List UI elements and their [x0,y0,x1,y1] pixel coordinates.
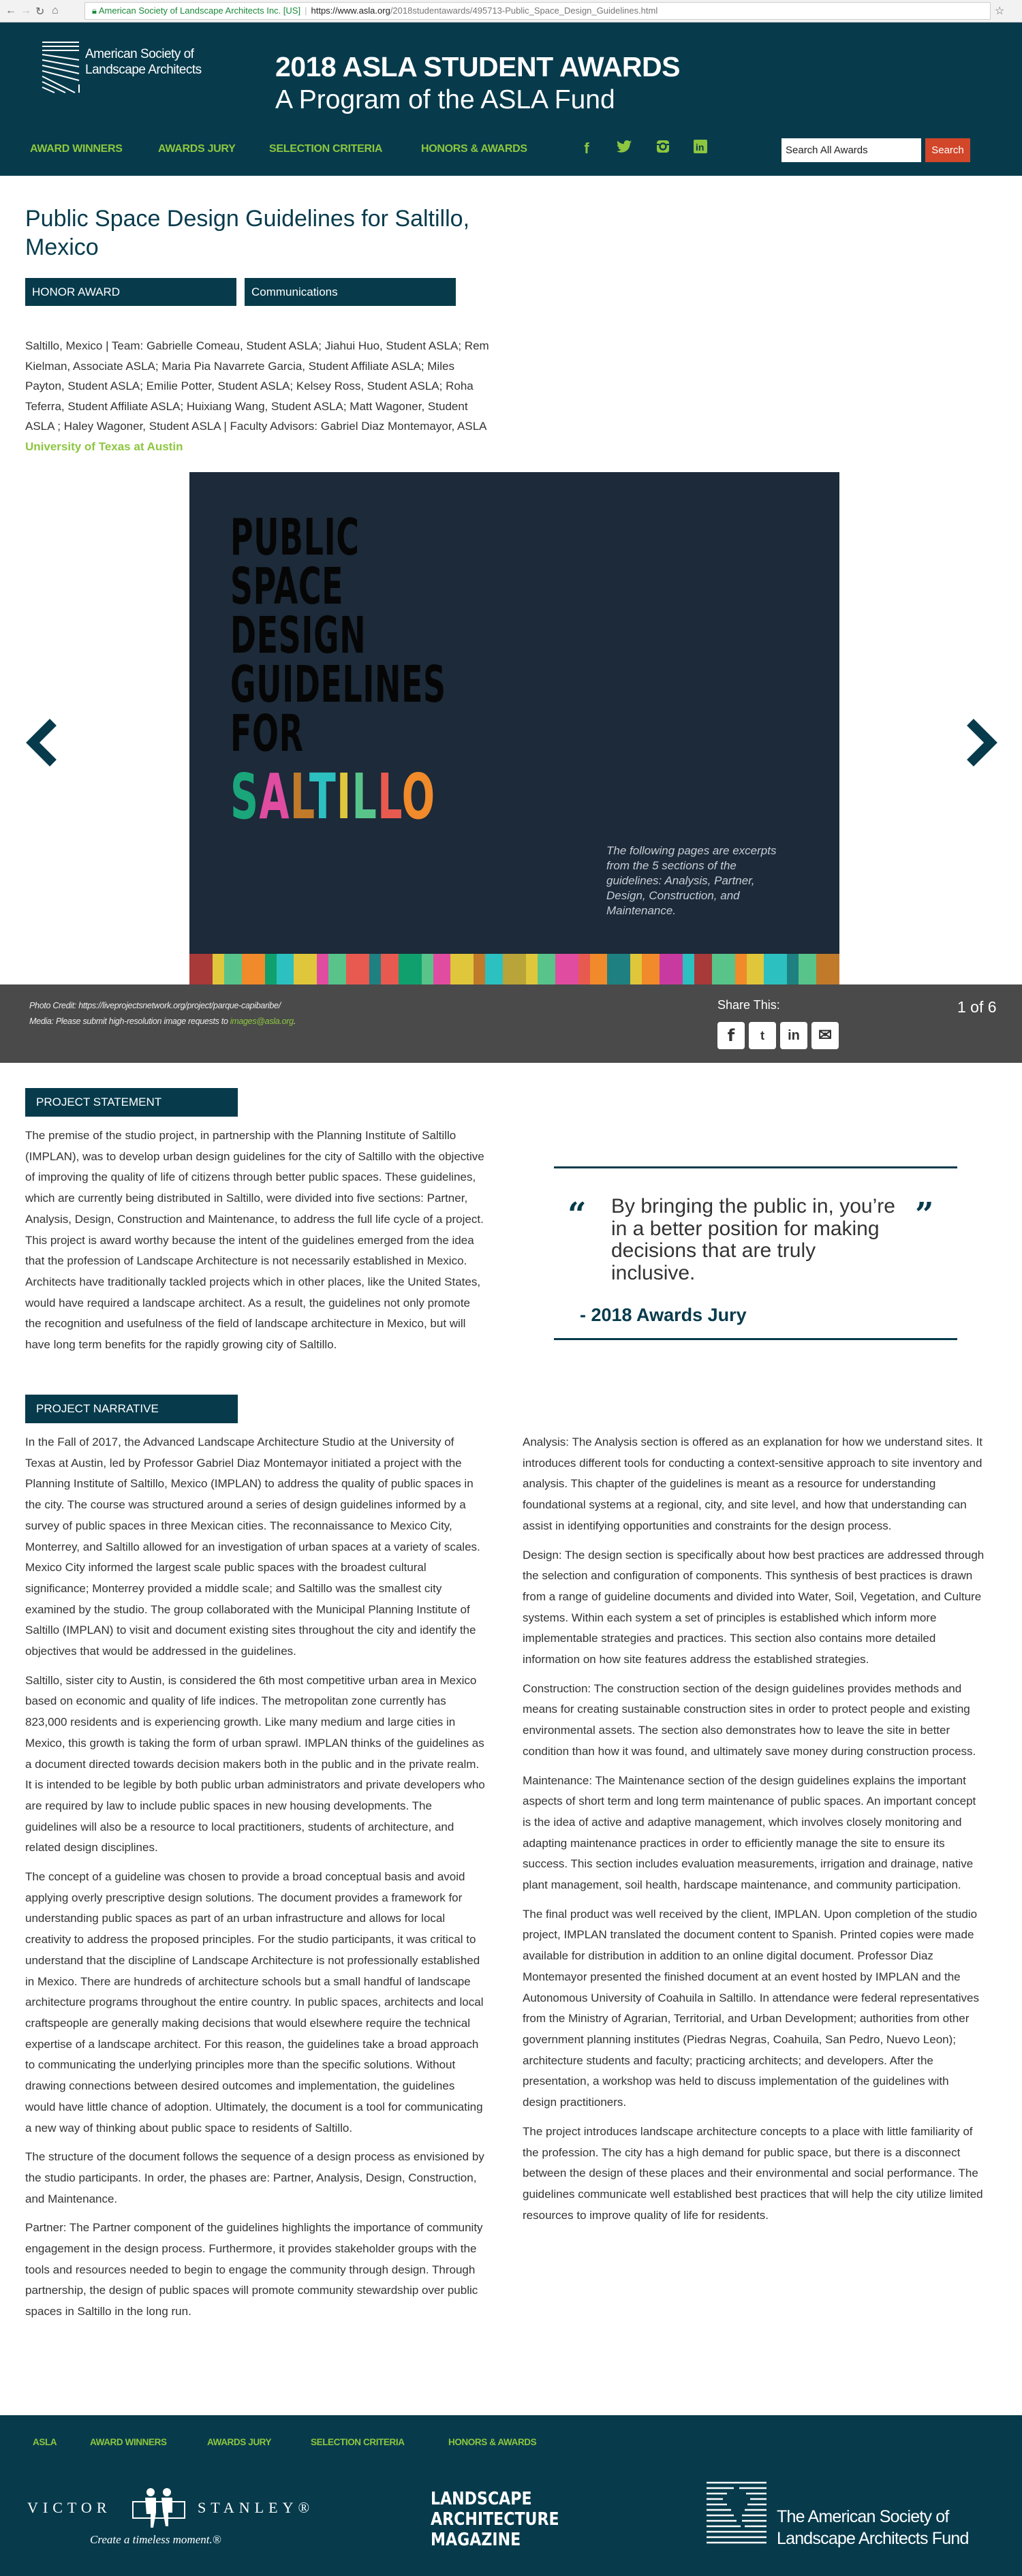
category-badge: Communications [245,278,456,306]
share-twitter-icon[interactable]: t [749,1022,776,1049]
url-host: https://www.asla.org [311,5,390,16]
project-statement-heading: PROJECT STATEMENT [25,1088,238,1117]
slide-title-line: PUBLIC [230,508,360,567]
paragraph: Construction: The construction section of the design guidelines provides methods and means for creating sustainable construction sites in order to protect people and existing environmental assets. The section also demonstrates how to leave the site in better condition than how it was found, and ultimately save money during construction process. [523,1681,976,1758]
slide-stripe [474,954,485,984]
logo-text: STANLEY® [198,2499,315,2516]
page-title: Public Space Design Guidelines for Saltillo, Mexico [25,206,470,260]
slide-stripe [578,954,590,984]
narrative-right-column [523,1432,986,2234]
quote-attribution: - 2018 Awards Jury [580,1305,747,1325]
paragraph: Analysis: The Analysis section is offered as an explanation for how we understand sites. It introduces different tools for conducting a context-sensitive approach to site inventory and analysis. This chapter of the guidelines is meant as a resource for understanding foundational systems at a regional, city, and site level, and how that understanding can assist in identifying opportunities and constraints for the design process. [523,1436,983,1532]
nav-honors-awards[interactable]: HONORS & AWARDS [421,143,527,155]
paragraph: In the Fall of 2017, the Advanced Landscape Architecture Studio at the University of Texas at Austin, led by Professor Gabriel Diaz Montemayor initiated a project with the Planning Institute of Saltillo, Mexico (IMPLAN) to address the quality of public spaces in the city. The course was structured around a series of design guidelines informed by a survey of public spaces in three Mexican cities. The reconnaissance to Mexico City, Monterrey, and Saltillo allowed for an investigation of urban spaces at a variety of scales. Mexico City informed the largest scale public spaces with the broadest cultural significance; Monterrey provided a middle scale; and Saltillo was the smallest city examined by the studio. The group collaborated with the Municipal Planning Institute of Saltillo (IMPLAN) to visit and document existing sites throughout the city and identify the objectives that would be addressed in the guidelines. [25,1436,480,1658]
slide-stripe [399,954,422,984]
slide-city-letter: L [377,760,402,833]
slide-city-letter: L [352,760,378,833]
media-text: Media: Please submit high-resolution image requests to [29,1017,230,1026]
slide-title-line: SPACE [230,557,344,616]
slide-stripe [816,954,839,984]
logo-text: Landscape Architects Fund [777,2529,969,2548]
slide-stripe [683,954,694,984]
browser-toolbar [0,0,1022,22]
slide-city-letter: I [337,760,352,833]
slide-stripe [503,954,526,984]
slide-cover-title [230,508,446,763]
team-credits [25,336,495,456]
paragraph: The premise of the studio project, in partnership with the Planning Institute of Saltillo (IMPLAN), was to develop urban design guidelines for the city of Saltillo with the objective of improving the quality of life of citizens through better public spaces. These guidelines, which are currently being distributed in Saltillo, were divided into five sections: Partner, Analysis, Design, Construction and Maintenance, to address the full life cycle of a project. This project is award worthy because the intent of the guidelines emerged from the idea that the profession of Landscape Architecture is not necessarily established in Mexico. Architects have traditionally tackled projects which in other places, like the United States, would have required a landscape architect. As a result, the guidelines not only promote the recognition and usefulness of the field of landscape architecture in Mexico, but will have long term benefits for the rapidly growing city of Saltillo. [25,1129,484,1352]
open-quote-icon: “ [568,1196,587,1234]
twitter-icon[interactable] [615,140,633,157]
footer-nav-asla[interactable]: ASLA [33,2437,57,2447]
gallery-info-bar [0,984,1022,1063]
share-facebook-icon[interactable]: f [717,1022,745,1049]
logo-text: The American Society of [777,2507,949,2526]
slide-title-line: FOR [230,704,304,763]
share-email-icon[interactable]: ✉ [811,1022,839,1049]
slide-stripe [526,954,538,984]
slide-city-letter: S [230,760,260,833]
slide-stripe [747,954,764,984]
paragraph: Maintenance: The Maintenance section of the design guidelines explains the important aspects of short term and long term maintenance of public spaces. An important concept is the idea of active and adaptive management, which involves closely monitoring and adapting maintenance practices in order to efficiently manage the site to ensure its success. This section includes evaluation measurements, irrigation and drainage, native plant management, soil health, hardscape maintenance, and community participation. [523,1773,976,1892]
url-path: /2018studentawards/495713-Public_Space_Design_Guidelines.html [390,5,658,16]
slide-stripe [450,954,474,984]
instagram-icon[interactable] [654,140,672,157]
slide-stripe [328,954,346,984]
slide-city-letter: O [401,760,436,833]
facebook-icon[interactable]: f [584,140,589,157]
asla-fund-mark-icon [707,2480,768,2545]
asla-logo-mark-icon [41,40,80,95]
previous-slide-button[interactable] [22,715,63,770]
slide-stripe [630,954,642,984]
site-identity: American Society of Landscape Architects Inc. [US] [98,5,301,16]
back-icon[interactable]: ← [5,5,16,16]
slide-stripe [590,954,608,984]
slide-caption: The following pages are excerpts from the 5 sections of the guidelines: Analysis, Partner, Design, Construction, and Maintenance. [606,844,777,917]
slide-stripe [694,954,712,984]
slide-title-line: DESIGN [230,606,367,665]
search-button[interactable]: Search [925,138,970,162]
address-bar[interactable]: 🔒︎ American Society of Landscape Architects Inc. [US] | https://www.asla.org/2018studentawards/495713-Public_Space_Design_Guidelines.html [84,2,991,20]
narrative-left-column [25,1432,487,2331]
site-title: 2018 ASLA STUDENT AWARDS [275,51,680,82]
site-footer [0,2415,1022,2576]
paragraph: The project introduces landscape architecture concepts to a place with little familiarity of the profession. The city has a high demand for public space, but there is a disconnect between the design of these places and their environmental and social performance. The guidelines communicate well established best practices that will help the city utilize limited resources to improve quality of life for residents. [523,2124,983,2222]
home-icon[interactable]: ⌂ [52,5,59,16]
share-label: Share This: [717,998,780,1012]
lock-icon: 🔒︎ [92,5,97,16]
slide-color-stripes [189,954,839,984]
slide-stripe [242,954,265,984]
media-note: Media: Please submit high-resolution image requests to images@asla.org. [29,1017,296,1026]
chevron-left-icon [22,715,63,770]
nav-selection-criteria[interactable]: SELECTION CRITERIA [269,143,383,155]
share-linkedin-icon[interactable]: in [780,1022,807,1049]
bench-figures-icon [131,2487,186,2529]
slide-title-line: GUIDELINES [230,655,446,714]
slide-stripe [642,954,660,984]
asla-logo[interactable] [41,40,204,82]
photo-credit: Photo Credit: https://liveprojectsnetwork.org/project/parque-capibaribe/ [29,1001,281,1010]
team-list: Saltillo, Mexico | Team: Gabrielle Comeau, Student ASLA; Jiahui Huo, Student ASLA; Rem Kielman, Associate ASLA; Maria Pia Navarrete Garcia, Student Affiliate ASLA; Miles Payton, Student ASLA; Emilie Potter, Student ASLA; Kelsey Ross, Student ASLA; Roha Teferra, Student Affiliate ASLA; Huixiang Wang, Student ASLA; Matt Wagoner, Student ASLA ; Haley Wagoner, Student ASLA | Faculty Advisors: Gabriel Diaz Montemayor, ASLA [25,339,489,433]
slide-stripe [787,954,799,984]
slide-stripe [265,954,277,984]
victor-stanley-logo[interactable] [27,2487,320,2551]
svg-text:in: in [696,142,704,153]
footer-nav-award-winners[interactable]: AWARD WINNERS [90,2437,167,2447]
jury-quote [554,1166,957,1340]
nav-award-winners[interactable]: AWARD WINNERS [30,143,123,155]
paragraph: Partner: The Partner component of the guidelines highlights the importance of community engagement in the design process. Furthermore, it provides stakeholder groups with the tools and resources needed to begin to engage the community through design. Through partnership, the design of public spaces will promote community stewardship over public spaces in Saltillo in the long run. [25,2221,483,2318]
slide-counter: 1 of 6 [957,998,997,1016]
project-narrative-heading: PROJECT NARRATIVE [25,1395,238,1423]
footer-nav-selection-criteria[interactable]: SELECTION CRITERIA [311,2437,405,2447]
slide-stripe [660,954,683,984]
footer-nav-awards-jury[interactable]: AWARDS JURY [207,2437,272,2447]
logo-text: MAGAZINE [431,2530,521,2550]
slide-stripe [764,954,787,984]
slide-stripe [213,954,224,984]
slide-stripe [346,954,369,984]
slide-stripe [277,954,294,984]
media-email-link[interactable]: images@asla.org [230,1017,294,1026]
slide-city-letter: A [259,760,290,833]
slide-stripe [799,954,816,984]
slide-stripe [369,954,381,984]
slide-stripe [224,954,242,984]
slide-stripe [538,954,555,984]
slide-stripe [294,954,317,984]
project-statement-text [25,1126,485,1364]
slide-stripe [422,954,433,984]
paragraph: The concept of a guideline was chosen to provide a broad conceptual basis and avoid applying overly prescriptive design solutions. The document provides a framework for understanding public spaces as part of an urban infrastructure and allows for local creativity to address the proposed principles. For the studio participants, it was critical to understand that the discipline of Landscape Architecture is not professionally established in Mexico. There are hundreds of architecture schools but a small handful of landscape architecture programs throughout the entire country. In public spaces, architects and local craftspeople are generally making decisions that would elsewhere require the technical expertise of a landscape architect. For this reason, the guidelines take a broad approach to communicating the underlying principles more than the specific solutions. Without drawing connections between desired outcomes and implementation, the guidelines would have little chance of adoption. Ultimately, the document is a tool for communicating a new way of thinking about public space to residents of Saltillo. [25,1870,484,2135]
next-slide-button[interactable] [961,715,1002,770]
quote-text: By bringing the public in, you’re in a better position for making decisions that are truly inclusive. [611,1195,895,1284]
reload-icon[interactable]: ↻ [35,6,45,18]
linkedin-icon[interactable] [692,140,709,157]
logo-tagline: Create a timeless moment.® [90,2533,221,2546]
logo-text-line: Landscape Architects [85,63,202,77]
chevron-right-icon [961,715,1002,770]
logo-text: VICTOR [27,2499,112,2516]
asla-fund-logo[interactable] [707,2480,1006,2548]
close-quote-icon: ” [915,1196,934,1234]
forward-icon[interactable]: → [20,5,31,16]
nav-awards-jury[interactable]: AWARDS JURY [158,143,236,155]
slide-city-title [230,760,436,833]
paragraph: The structure of the document follows the sequence of a design process as envisioned by the studio participants. In order, the phases are: Partner, Analysis, Design, Construction, and Maintenance. [25,2150,484,2205]
footer-nav-honors-awards[interactable]: HONORS & AWARDS [448,2437,537,2447]
slide-stripe [712,954,735,984]
slide-city-letter: T [309,760,337,833]
fund-logo-text [777,2506,969,2549]
slide-image [189,472,839,984]
slide-city-letter: L [290,760,309,833]
logo-text: LANDSCAPE [431,2489,532,2509]
slide-stripe [485,954,503,984]
slide-stripe [381,954,399,984]
paragraph: Design: The design section is specifically about how best practices are addressed through the selection and configuration of components. This synthesis of best practices is drawn from a range of guideline documents and divided into Water, Soil, Vegetation, and Culture systems. Within each system a set of principles is established which inform more implementable strategies and practices. This section also contains more detailed information on how site features address the established strategies. [523,1548,985,1666]
slide-stripe [189,954,213,984]
site-header [0,22,1022,176]
paragraph: Saltillo, sister city to Austin, is considered the 6th most competitive urban area in Mexico based on economic and quality of life indices. The metropolitan zone currently has 823,000 residents and is experiencing growth. Like many medium and large cities in Mexico, this growth is taking the form of urban sprawl. IMPLAN thinks of the guidelines as a document directed towards decision makers both in the public and in the private realm. It is intended to be legible by both public urban administrators and private developers who are required by law to include public spaces in new housing developments. The guidelines will also be a resource to local practitioners, students of architecture, and related design disciplines. [25,1673,485,1855]
slide-stripe [555,954,578,984]
search-input[interactable] [781,138,921,162]
logo-text: ARCHITECTURE [431,2509,559,2530]
site-subtitle: A Program of the ASLA Fund [275,85,615,114]
slide-stripe [607,954,630,984]
bookmark-star-icon[interactable]: ☆ [995,5,1005,17]
paragraph: The final product was well received by the client, IMPLAN. Upon completion of the studio project, IMPLAN translated the document content to Spanish. Printed copies were made available for distribution in addition to an online digital document. Professor Diaz Montemayor presented the finished document at an event hosted by IMPLAN and the Autonomous University of Coahuila in Saltillo. In attendance were federal representatives from the Ministry of Agrarian, Territorial, and Urban Development; authorities from other government planning institutes (Piedras Negras, Coahuila, San Pedro, Nuevo Leon); architecture students and faculty; practicing architects; and developers. After the presentation, a workshop was held to discuss implementation of the guidelines with design practitioners. [523,1907,979,2109]
award-level-badge: HONOR AWARD [25,278,236,306]
logo-text-line: American Society of [85,47,194,61]
slide-stripe [317,954,328,984]
university-link[interactable]: University of Texas at Austin [25,439,183,453]
landscape-architecture-magazine-logo[interactable] [431,2489,559,2550]
slide-stripe [735,954,747,984]
slide-stripe [433,954,451,984]
